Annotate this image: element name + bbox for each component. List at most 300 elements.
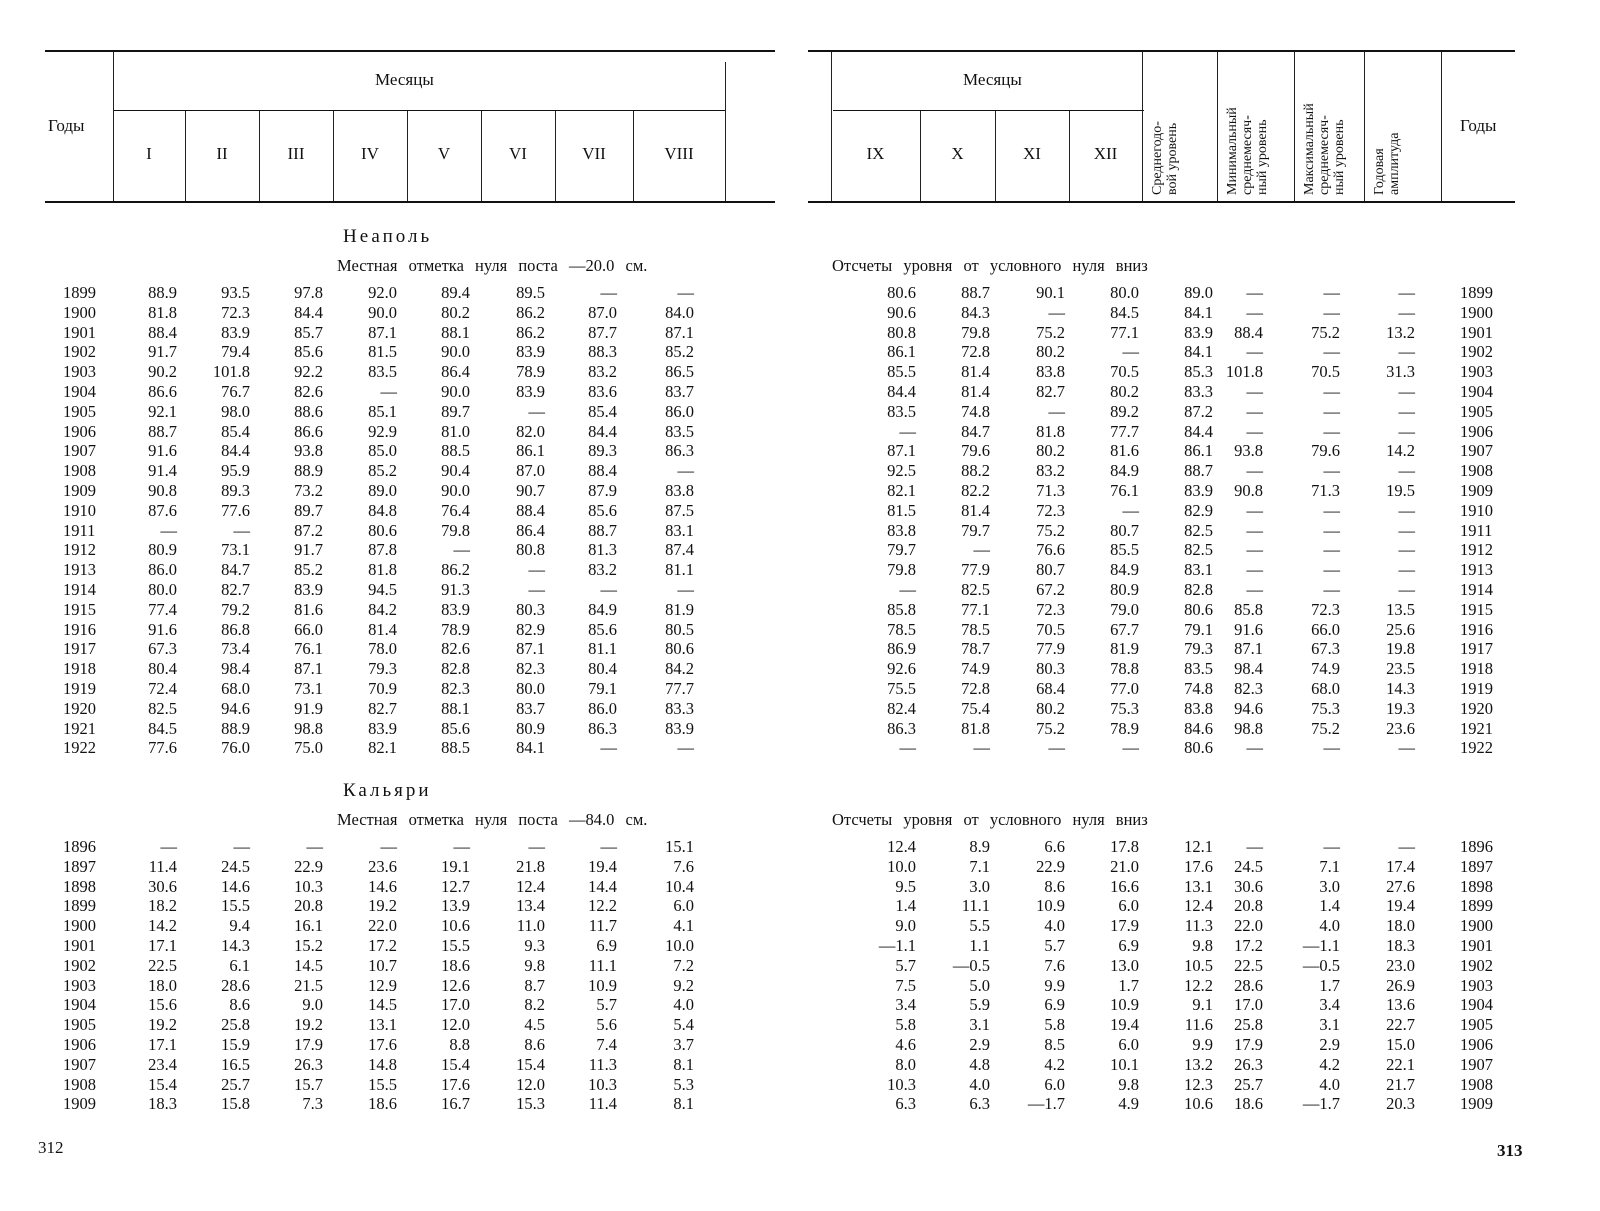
- table-row: [0, 620, 780, 640]
- value-cell: —: [160, 520, 177, 540]
- value-cell: 9.3: [524, 936, 545, 955]
- value-cell: 85.5: [1110, 540, 1139, 560]
- year-cell: 1899: [63, 283, 96, 302]
- summary-cell: —: [1246, 738, 1263, 758]
- summary-cell: 87.2: [1184, 401, 1213, 421]
- value-cell: 82.7: [1036, 382, 1065, 401]
- summary-cell: 20.3: [1386, 1094, 1415, 1114]
- summary-cell: 13.5: [1386, 599, 1415, 619]
- value-cell: 87.2: [294, 520, 323, 540]
- value-cell: 17.1: [148, 1035, 177, 1054]
- value-cell: 80.2: [441, 302, 470, 322]
- value-cell: 19.2: [368, 896, 397, 916]
- value-cell: 11.3: [588, 1054, 617, 1074]
- value-cell: 11.1: [961, 896, 990, 916]
- value-cell: 79.6: [961, 441, 990, 461]
- reading-note: Отсчеты уровня от условного нуля вниз: [832, 256, 1148, 275]
- value-cell: 84.9: [1110, 461, 1139, 481]
- summary-cell: —1.7: [1302, 1094, 1340, 1114]
- value-cell: 92.6: [887, 659, 916, 679]
- value-cell: 21.5: [294, 975, 323, 995]
- year-cell: 1897: [1460, 856, 1493, 876]
- value-cell: 88.5: [441, 738, 470, 758]
- value-cell: —: [677, 580, 694, 599]
- value-cell: 98.4: [221, 659, 250, 679]
- value-cell: 73.2: [294, 481, 323, 500]
- year-cell: 1900: [63, 916, 96, 936]
- value-cell: 72.4: [148, 679, 177, 698]
- value-cell: 5.7: [1044, 936, 1065, 955]
- value-cell: 91.7: [148, 342, 177, 362]
- value-cell: 82.7: [221, 580, 250, 599]
- summary-cell: 9.1: [1192, 995, 1213, 1015]
- value-cell: 4.2: [1044, 1054, 1065, 1074]
- value-cell: 77.6: [221, 500, 250, 520]
- table-row: [820, 580, 1600, 600]
- table-row: [820, 936, 1600, 956]
- summary-cell: —: [1398, 401, 1415, 421]
- value-cell: 87.7: [588, 322, 617, 342]
- summary-cell: —: [1398, 421, 1415, 441]
- table-row: [820, 916, 1600, 936]
- table-row: [0, 719, 780, 739]
- table-row: [0, 342, 780, 362]
- value-cell: 90.6: [887, 302, 916, 322]
- value-cell: 88.2: [961, 461, 990, 481]
- summary-cell: —: [1398, 500, 1415, 520]
- value-cell: 79.3: [368, 659, 397, 679]
- value-cell: 91.9: [294, 698, 323, 718]
- value-cell: 6.0: [673, 896, 694, 916]
- year-cell: 1904: [1460, 995, 1493, 1015]
- summary-cell: 23.0: [1386, 955, 1415, 975]
- value-cell: 85.5: [887, 362, 916, 382]
- month-header-vii: VII: [582, 144, 606, 163]
- value-cell: 84.4: [887, 382, 916, 401]
- value-cell: —: [528, 401, 545, 421]
- summary-cell: —: [1246, 461, 1263, 481]
- value-cell: 86.1: [887, 342, 916, 362]
- value-cell: 19.4: [588, 856, 617, 876]
- value-cell: 9.0: [895, 916, 916, 936]
- left-page: [0, 0, 780, 1211]
- table-row: [820, 639, 1600, 659]
- value-cell: 4.8: [969, 1054, 990, 1074]
- value-cell: —: [453, 540, 470, 560]
- value-cell: 86.6: [294, 421, 323, 441]
- value-cell: 84.4: [294, 302, 323, 322]
- value-cell: 84.4: [221, 441, 250, 461]
- value-cell: 73.1: [221, 540, 250, 560]
- value-cell: 87.8: [368, 540, 397, 560]
- value-cell: 11.7: [588, 916, 617, 936]
- value-cell: 74.9: [961, 659, 990, 679]
- value-cell: 26.3: [294, 1054, 323, 1074]
- value-cell: 80.9: [148, 540, 177, 560]
- value-cell: 82.6: [441, 639, 470, 659]
- summary-cell: 26.9: [1386, 975, 1415, 995]
- value-cell: 86.0: [148, 560, 177, 580]
- value-cell: 6.9: [1044, 995, 1065, 1015]
- value-cell: —1.7: [1027, 1094, 1065, 1114]
- table-row: [820, 402, 1600, 422]
- year-cell: 1909: [1460, 481, 1493, 500]
- value-cell: —: [973, 540, 990, 560]
- value-cell: 82.3: [441, 679, 470, 698]
- value-cell: 80.6: [665, 639, 694, 659]
- year-cell: 1913: [1460, 560, 1493, 580]
- summary-cell: 19.5: [1386, 481, 1415, 500]
- value-cell: 14.5: [294, 955, 323, 975]
- summary-cell: 28.6: [1234, 975, 1263, 995]
- value-cell: 18.3: [148, 1094, 177, 1114]
- value-cell: 85.6: [441, 718, 470, 738]
- value-cell: 85.6: [588, 500, 617, 520]
- value-cell: 75.2: [1036, 322, 1065, 342]
- value-cell: —: [1048, 738, 1065, 758]
- value-cell: 18.0: [148, 975, 177, 995]
- value-cell: 22.0: [368, 916, 397, 936]
- table-row: [820, 441, 1600, 461]
- table-row: [0, 1055, 780, 1075]
- value-cell: 12.7: [441, 876, 470, 896]
- summary-cell: 3.1: [1319, 1015, 1340, 1035]
- year-cell: 1919: [63, 679, 96, 698]
- value-cell: 85.2: [368, 461, 397, 481]
- value-cell: 25.7: [221, 1074, 250, 1094]
- value-cell: 84.2: [665, 659, 694, 679]
- table-row: [0, 659, 780, 679]
- value-cell: 77.0: [1110, 679, 1139, 698]
- value-cell: 84.3: [961, 302, 990, 322]
- value-cell: 81.8: [961, 718, 990, 738]
- value-cell: 81.5: [887, 500, 916, 520]
- station-title: Неаполь: [343, 226, 433, 247]
- value-cell: 80.7: [1110, 520, 1139, 540]
- value-cell: 86.9: [887, 639, 916, 659]
- summary-cell: 12.4: [1184, 896, 1213, 916]
- summary-cell: 75.2: [1311, 718, 1340, 738]
- summary-cell: 20.8: [1234, 896, 1263, 916]
- value-cell: 67.2: [1036, 580, 1065, 599]
- year-cell: 1906: [1460, 421, 1493, 441]
- year-cell: 1910: [1460, 500, 1493, 520]
- summary-cell: 75.3: [1311, 698, 1340, 718]
- year-cell: 1922: [63, 738, 96, 758]
- table-row: [820, 1094, 1600, 1114]
- value-cell: 7.2: [673, 955, 694, 975]
- value-cell: 23.4: [148, 1054, 177, 1074]
- value-cell: 77.6: [148, 738, 177, 758]
- value-cell: —: [233, 837, 250, 856]
- year-cell: 1920: [1460, 698, 1493, 718]
- value-cell: 87.0: [588, 302, 617, 322]
- year-cell: 1915: [63, 599, 96, 619]
- summary-cell: 82.8: [1184, 580, 1213, 599]
- table-row: [820, 659, 1600, 679]
- month-header-ii: II: [216, 144, 228, 163]
- value-cell: 80.4: [148, 659, 177, 679]
- value-cell: 88.4: [588, 461, 617, 481]
- value-cell: —: [600, 837, 617, 856]
- summary-cell: 98.4: [1234, 659, 1263, 679]
- value-cell: 81.8: [1036, 421, 1065, 441]
- value-cell: 6.0: [1118, 1035, 1139, 1054]
- value-cell: 19.4: [1110, 1015, 1139, 1035]
- summary-cell: 74.8: [1184, 679, 1213, 698]
- value-cell: 83.6: [588, 382, 617, 401]
- summary-cell: 2.9: [1319, 1035, 1340, 1054]
- summary-cell: —: [1323, 461, 1340, 481]
- value-cell: 1.7: [1118, 975, 1139, 995]
- annual-mean-header: Среднегодо- вой уровень: [1150, 121, 1180, 195]
- value-cell: —0.5: [952, 955, 990, 975]
- value-cell: 83.1: [665, 520, 694, 540]
- summary-cell: —: [1246, 837, 1263, 856]
- value-cell: 79.8: [961, 322, 990, 342]
- value-cell: 85.1: [368, 401, 397, 421]
- value-cell: 7.4: [596, 1035, 617, 1054]
- year-cell: 1909: [1460, 1094, 1493, 1114]
- value-cell: 81.4: [961, 382, 990, 401]
- month-header-iv: IV: [361, 144, 379, 163]
- value-cell: 88.3: [588, 342, 617, 362]
- table-row: [0, 600, 780, 620]
- value-cell: 8.0: [895, 1054, 916, 1074]
- summary-cell: 7.1: [1319, 856, 1340, 876]
- value-cell: 17.9: [1110, 916, 1139, 936]
- summary-cell: 88.7: [1184, 461, 1213, 481]
- year-cell: 1905: [1460, 401, 1493, 421]
- value-cell: 7.5: [895, 975, 916, 995]
- year-cell: 1911: [1460, 520, 1493, 540]
- summary-cell: 1.4: [1319, 896, 1340, 916]
- value-cell: 81.6: [294, 599, 323, 619]
- value-cell: 10.0: [887, 856, 916, 876]
- value-cell: 24.5: [221, 856, 250, 876]
- table-row: [0, 422, 780, 442]
- value-cell: 95.9: [221, 461, 250, 481]
- value-cell: 79.1: [588, 679, 617, 698]
- year-cell: 1922: [1460, 738, 1493, 758]
- value-cell: 78.5: [887, 619, 916, 639]
- summary-cell: —: [1398, 738, 1415, 758]
- value-cell: 6.9: [1118, 936, 1139, 955]
- min-monthly-header: Минимальный среднемесяч- ный уровень: [1225, 107, 1270, 195]
- value-cell: 5.9: [969, 995, 990, 1015]
- value-cell: 86.0: [665, 401, 694, 421]
- value-cell: 97.8: [294, 283, 323, 302]
- value-cell: 82.1: [887, 481, 916, 500]
- value-cell: —: [1122, 342, 1139, 362]
- value-cell: 85.8: [887, 599, 916, 619]
- table-row: [820, 995, 1600, 1015]
- value-cell: 91.7: [294, 540, 323, 560]
- value-cell: 80.0: [1110, 283, 1139, 302]
- table-row: [0, 956, 780, 976]
- summary-cell: —0.5: [1302, 955, 1340, 975]
- value-cell: 86.2: [516, 322, 545, 342]
- table-row: [820, 896, 1600, 916]
- value-cell: 16.1: [294, 916, 323, 936]
- value-cell: 82.8: [441, 659, 470, 679]
- value-cell: 94.6: [221, 698, 250, 718]
- summary-cell: —: [1398, 283, 1415, 302]
- summary-cell: 11.6: [1184, 1015, 1213, 1035]
- table-row: [820, 837, 1600, 857]
- summary-cell: 84.4: [1184, 421, 1213, 441]
- value-cell: 9.5: [895, 876, 916, 896]
- summary-cell: 94.6: [1234, 698, 1263, 718]
- value-cell: 81.4: [961, 500, 990, 520]
- summary-cell: —: [1323, 837, 1340, 856]
- value-cell: 90.2: [148, 362, 177, 382]
- value-cell: 78.9: [441, 619, 470, 639]
- value-cell: 25.8: [221, 1015, 250, 1035]
- value-cell: 86.3: [887, 718, 916, 738]
- value-cell: 8.6: [229, 995, 250, 1015]
- summary-cell: 83.9: [1184, 481, 1213, 500]
- value-cell: 12.6: [441, 975, 470, 995]
- value-cell: —: [1122, 738, 1139, 758]
- value-cell: 22.5: [148, 955, 177, 975]
- month-header-x: X: [951, 144, 964, 163]
- table-row: [0, 481, 780, 501]
- value-cell: 15.5: [221, 896, 250, 916]
- value-cell: 80.3: [1036, 659, 1065, 679]
- value-cell: 15.4: [441, 1054, 470, 1074]
- value-cell: 81.1: [588, 639, 617, 659]
- summary-cell: 26.3: [1234, 1054, 1263, 1074]
- summary-cell: —: [1398, 382, 1415, 401]
- year-cell: 1918: [1460, 659, 1493, 679]
- year-cell: 1904: [63, 382, 96, 401]
- value-cell: 15.6: [148, 995, 177, 1015]
- value-cell: 92.0: [368, 283, 397, 302]
- value-cell: 10.9: [1110, 995, 1139, 1015]
- month-header-i: I: [146, 144, 152, 163]
- value-cell: 81.4: [368, 619, 397, 639]
- table-row: [0, 916, 780, 936]
- value-cell: 72.3: [1036, 599, 1065, 619]
- value-cell: —: [677, 283, 694, 302]
- value-cell: 18.2: [148, 896, 177, 916]
- value-cell: —: [380, 837, 397, 856]
- value-cell: 81.3: [588, 540, 617, 560]
- value-cell: 90.0: [368, 302, 397, 322]
- value-cell: —: [528, 837, 545, 856]
- value-cell: 10.7: [368, 955, 397, 975]
- value-cell: 4.0: [1044, 916, 1065, 936]
- value-cell: 88.7: [961, 283, 990, 302]
- summary-cell: 17.6: [1184, 856, 1213, 876]
- value-cell: 81.9: [665, 599, 694, 619]
- value-cell: 8.9: [969, 837, 990, 856]
- table-row: [0, 639, 780, 659]
- year-column-header: Годы: [1460, 116, 1497, 135]
- summary-cell: 83.5: [1184, 659, 1213, 679]
- year-cell: 1909: [63, 1094, 96, 1114]
- table-row: [820, 699, 1600, 719]
- table-row: [0, 679, 780, 699]
- value-cell: 12.2: [588, 896, 617, 916]
- table-row: [820, 461, 1600, 481]
- value-cell: —: [1048, 302, 1065, 322]
- summary-cell: 18.0: [1386, 916, 1415, 936]
- value-cell: 5.3: [673, 1074, 694, 1094]
- months-header: Месяцы: [375, 70, 434, 89]
- value-cell: —: [973, 738, 990, 758]
- value-cell: 101.8: [212, 362, 250, 382]
- value-cell: 5.7: [596, 995, 617, 1015]
- value-cell: —: [1122, 500, 1139, 520]
- summary-cell: 79.6: [1311, 441, 1340, 461]
- value-cell: 19.2: [294, 1015, 323, 1035]
- value-cell: 21.8: [516, 856, 545, 876]
- summary-cell: 14.2: [1386, 441, 1415, 461]
- header-bottom-rule: [45, 201, 775, 203]
- year-cell: 1901: [1460, 322, 1493, 342]
- value-cell: 82.9: [516, 619, 545, 639]
- summary-cell: 12.1: [1184, 837, 1213, 856]
- summary-cell: 83.3: [1184, 382, 1213, 401]
- value-cell: —: [600, 580, 617, 599]
- summary-cell: 101.8: [1225, 362, 1263, 382]
- annual-amplitude-header: Годовая амплитуда: [1372, 132, 1402, 195]
- table-row: [0, 461, 780, 481]
- value-cell: 89.7: [294, 500, 323, 520]
- year-cell: 1897: [63, 856, 96, 876]
- summary-cell: 82.5: [1184, 520, 1213, 540]
- summary-cell: 22.0: [1234, 916, 1263, 936]
- value-cell: 7.1: [969, 856, 990, 876]
- table-row: [0, 877, 780, 897]
- value-cell: 8.6: [524, 1035, 545, 1054]
- value-cell: 85.6: [588, 619, 617, 639]
- value-cell: 76.7: [221, 382, 250, 401]
- summary-cell: 83.1: [1184, 560, 1213, 580]
- value-cell: 3.1: [969, 1015, 990, 1035]
- value-cell: 84.4: [588, 421, 617, 441]
- value-cell: 81.0: [441, 421, 470, 441]
- value-cell: 5.7: [895, 955, 916, 975]
- value-cell: 15.8: [221, 1094, 250, 1114]
- summary-cell: —: [1323, 382, 1340, 401]
- value-cell: 6.0: [1118, 896, 1139, 916]
- year-cell: 1914: [1460, 580, 1493, 599]
- value-cell: 77.1: [961, 599, 990, 619]
- value-cell: 80.2: [1036, 698, 1065, 718]
- value-cell: 15.1: [665, 837, 694, 856]
- value-cell: 77.7: [665, 679, 694, 698]
- table-row: [0, 738, 780, 758]
- summary-cell: 86.1: [1184, 441, 1213, 461]
- value-cell: 85.6: [294, 342, 323, 362]
- summary-cell: 11.3: [1184, 916, 1213, 936]
- year-cell: 1902: [63, 342, 96, 362]
- value-cell: 92.9: [368, 421, 397, 441]
- year-cell: 1912: [63, 540, 96, 560]
- year-cell: 1896: [1460, 837, 1493, 856]
- table-row: [820, 1015, 1600, 1035]
- value-cell: 92.1: [148, 401, 177, 421]
- value-cell: 17.6: [368, 1035, 397, 1054]
- value-cell: 83.9: [665, 718, 694, 738]
- header-top-rule: [808, 50, 1515, 52]
- value-cell: 14.6: [221, 876, 250, 896]
- value-cell: —: [600, 283, 617, 302]
- summary-cell: 4.0: [1319, 916, 1340, 936]
